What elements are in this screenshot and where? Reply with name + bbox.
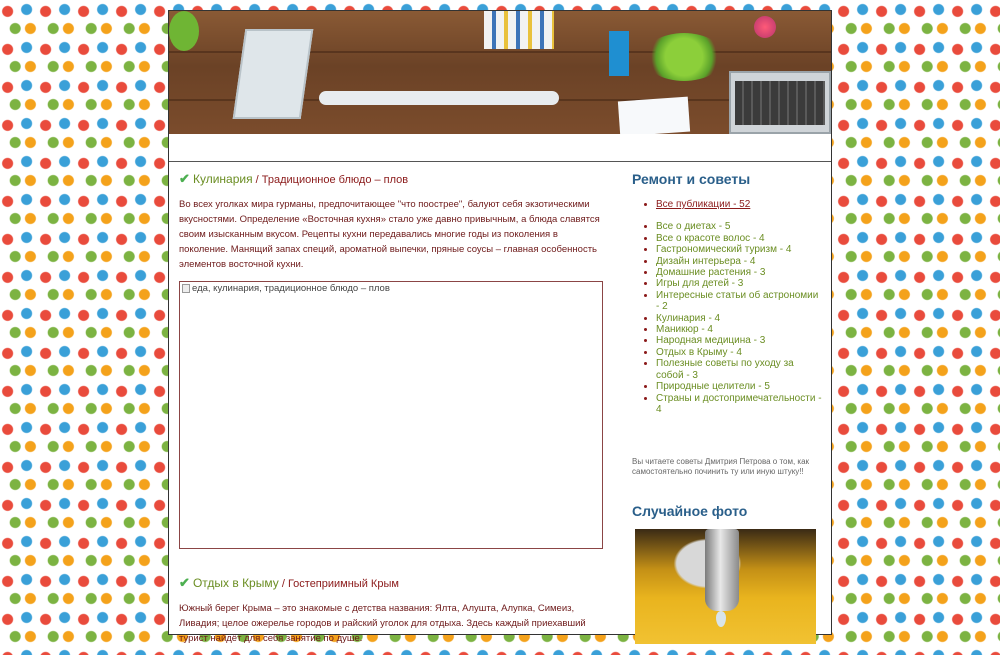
list-item bbox=[656, 324, 822, 335]
list-item bbox=[656, 233, 822, 244]
categories-widget-title: Ремонт и советы bbox=[632, 171, 751, 187]
category-link[interactable]: Страны и достопримечательности - 4 bbox=[656, 392, 822, 415]
list-item bbox=[656, 381, 822, 392]
category-link[interactable]: Кулинария - 4 bbox=[656, 312, 721, 324]
broken-image-icon bbox=[182, 284, 190, 293]
list-item bbox=[656, 393, 822, 416]
category-link[interactable]: Все о диетах - 5 bbox=[656, 221, 731, 233]
list-item-all-posts bbox=[656, 199, 822, 210]
author-note: Вы читаете советы Дмитрия Петрова о том, как самостоятельно починить ту или иную штуку!! bbox=[632, 457, 810, 477]
checkmark-icon: ✔ bbox=[179, 171, 190, 186]
water-drop-image-part bbox=[716, 611, 726, 627]
list-item bbox=[656, 256, 822, 267]
category-link[interactable]: Все о красоте волос - 4 bbox=[656, 232, 765, 244]
list-item bbox=[656, 221, 822, 232]
list-item bbox=[656, 267, 822, 278]
category-link[interactable]: Отдых в Крыму - 4 bbox=[656, 346, 742, 358]
post-culinary bbox=[179, 171, 604, 549]
post-title-link[interactable]: Гостеприимный Крым bbox=[287, 578, 399, 590]
sidebar bbox=[632, 171, 822, 644]
main-content bbox=[179, 171, 604, 655]
page-container bbox=[168, 10, 832, 644]
post-separator: / bbox=[281, 578, 285, 590]
post-category-link[interactable]: Кулинария bbox=[192, 172, 253, 186]
category-link[interactable]: Народная медицина - 3 bbox=[656, 335, 766, 347]
list-item bbox=[656, 335, 822, 346]
list-item bbox=[656, 278, 822, 289]
post-image[interactable] bbox=[179, 281, 603, 549]
category-link[interactable]: Маникюр - 4 bbox=[656, 324, 713, 336]
post-header bbox=[179, 575, 604, 591]
category-link[interactable]: Игры для детей - 3 bbox=[656, 278, 744, 290]
list-item bbox=[656, 358, 822, 381]
category-link[interactable]: Дизайн интерьера - 4 bbox=[656, 255, 756, 267]
category-list bbox=[656, 199, 822, 415]
category-link[interactable]: Природные целители - 5 bbox=[656, 381, 770, 393]
header-banner bbox=[169, 11, 831, 134]
list-item bbox=[656, 313, 822, 324]
nav-strip bbox=[169, 134, 831, 162]
list-item bbox=[656, 347, 822, 358]
post-header bbox=[179, 171, 604, 187]
category-link[interactable]: Полезные советы по уходу за собой - 3 bbox=[656, 358, 794, 381]
post-crimea bbox=[179, 575, 604, 646]
category-link[interactable]: Гастрономический туризм - 4 bbox=[656, 244, 792, 256]
post-separator: / bbox=[255, 174, 259, 186]
post-excerpt: Во всех уголках мира гурманы, предпочитающее "что поострее", балуют себя экзотическими вкусностями. Определение «Восточная кухня» стало уже давно привычным, а блюда славятся своим изысканным вкусом. Рецепты кухни передавались многие годы из поколения в поколение. Манящий запах специй, ароматной выпечки, пряные соусы – главная особенность элементов восточной кухни. bbox=[179, 199, 600, 270]
random-photo-title: Случайное фото bbox=[632, 503, 748, 520]
category-link[interactable]: Домашние растения - 3 bbox=[656, 267, 766, 279]
image-alt-text: еда, кулинария, традиционное блюдо – плов bbox=[192, 283, 390, 294]
random-photo[interactable] bbox=[635, 529, 816, 644]
post-excerpt: Южный берег Крыма – это знакомые с детства названия: Ялта, Алушта, Алупка, Симеиз, Ливадия; целое ожерелье городов и райский уголок для отдыха. Здесь каждый приехавший турист найдёт для себя занятие по душе. bbox=[179, 603, 586, 644]
list-item bbox=[656, 244, 822, 255]
checkmark-icon: ✔ bbox=[179, 575, 190, 590]
faucet-image-part bbox=[705, 529, 739, 611]
post-title-link[interactable]: Традиционное блюдо – плов bbox=[261, 174, 409, 186]
post-category-link[interactable]: Отдых в Крыму bbox=[192, 576, 279, 590]
all-posts-link[interactable]: Все публикации - 52 bbox=[656, 199, 751, 210]
category-link[interactable]: Интересные статьи об астрономии - 2 bbox=[656, 289, 819, 313]
list-item bbox=[656, 290, 822, 313]
